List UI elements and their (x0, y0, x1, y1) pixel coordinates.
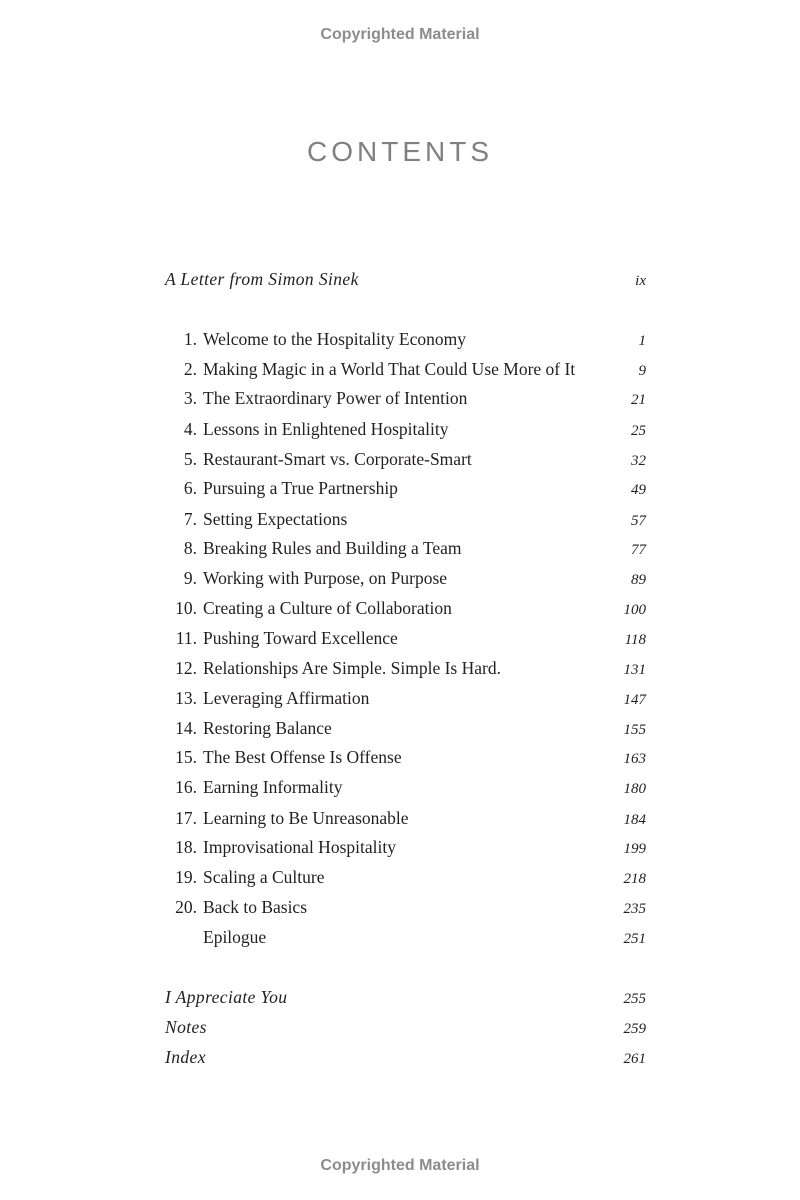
toc-chapter-entry (165, 835, 646, 859)
toc-chapter-number: 9. (183, 568, 197, 588)
toc-chapter-number: 15. (175, 747, 197, 767)
toc-entry-page: ix (635, 273, 646, 289)
toc-entry-title: Notes (165, 1017, 207, 1037)
toc-entry-title: Improvisational Hospitality (203, 837, 396, 857)
toc-chapter-entry (165, 596, 646, 620)
toc-chapter-entry (165, 327, 646, 351)
page-title: CONTENTS (307, 136, 493, 167)
toc-chapter-entry (165, 656, 646, 680)
toc-back-matter-entry (165, 985, 646, 1009)
toc-entry-page: 155 (623, 722, 646, 738)
toc-chapter-number: 6. (183, 478, 197, 498)
toc-entry-page: 32 (631, 453, 646, 469)
toc-chapter-entry (165, 566, 646, 590)
toc-entry-title: Scaling a Culture (203, 867, 325, 887)
toc-entry-title: Creating a Culture of Collaboration (203, 598, 452, 618)
toc-chapter-number: 5. (183, 449, 197, 469)
toc-entry-title: Epilogue (203, 927, 267, 947)
toc-chapter-entry (165, 895, 646, 919)
toc-back-matter-entry (165, 1045, 646, 1069)
toc-chapter-number: 3. (183, 388, 197, 408)
toc-chapter-number: 14. (175, 718, 197, 738)
toc-chapter-number: 20. (175, 897, 197, 917)
toc-entry-page: 57 (631, 513, 646, 529)
toc-entry-title: Restoring Balance (203, 718, 332, 738)
toc-entry-page: 235 (623, 901, 646, 917)
toc-entry-page: 25 (631, 423, 646, 439)
toc-chapter-number: 10. (175, 598, 197, 618)
toc-entry-page: 199 (623, 841, 646, 857)
toc-entry-page: 118 (624, 632, 646, 648)
toc-chapter-entry (165, 476, 646, 500)
toc-entry-page: 77 (631, 542, 646, 558)
toc-chapter-entry (165, 536, 646, 560)
toc-entry-page: 251 (623, 931, 646, 947)
toc-entry-page: 21 (631, 392, 646, 408)
toc-entry-title: Restaurant-Smart vs. Corporate-Smart (203, 449, 472, 469)
toc-entry-page: 131 (623, 662, 646, 678)
watermark-bottom: Copyrighted Material (320, 1157, 480, 1174)
toc-chapter-entry (165, 386, 646, 410)
toc-entry-page: 49 (631, 482, 646, 498)
toc-chapter-entry (165, 447, 646, 471)
toc-entry-page: 1 (638, 333, 646, 349)
toc-chapter-entry (165, 626, 646, 650)
toc-chapter-entry (165, 865, 646, 889)
toc-entry-title: The Best Offense Is Offense (203, 747, 402, 767)
toc-entry-title: Working with Purpose, on Purpose (203, 568, 448, 588)
toc-entry-title: Welcome to the Hospitality Economy (203, 329, 466, 349)
toc-entry-page: 180 (623, 781, 646, 797)
toc-entry-title: Setting Expectations (203, 509, 348, 529)
toc-chapter-number: 1. (183, 329, 197, 349)
toc-back-matter-entry (165, 1015, 646, 1039)
toc-chapter-entry (165, 686, 646, 710)
toc-entry-title: I Appreciate You (165, 987, 288, 1007)
toc-chapter-number: 18. (175, 837, 197, 857)
toc-entry-title: Breaking Rules and Building a Team (203, 538, 462, 558)
toc-entry-title: Relationships Are Simple. Simple Is Hard. (203, 658, 501, 678)
toc-entry-title: Making Magic in a World That Could Use More of It (203, 359, 576, 379)
toc-chapter-number: 12. (175, 658, 197, 678)
toc-chapter-entry (165, 806, 646, 830)
toc-entry-page: 218 (623, 871, 646, 887)
toc-entry-title: Learning to Be Unreasonable (203, 808, 409, 828)
toc-entry-page: 259 (623, 1021, 646, 1037)
toc-chapter-number: 19. (175, 867, 197, 887)
toc-entry-title: Index (165, 1047, 206, 1067)
toc-chapter-number: 11. (175, 628, 197, 648)
toc-entry-title: Back to Basics (203, 897, 308, 917)
toc-entry-title: Lessons in Enlightened Hospitality (203, 419, 449, 439)
toc-chapter-number: 4. (183, 419, 197, 439)
toc-front-matter-entry (165, 267, 646, 291)
toc-chapter-number: 8. (183, 538, 197, 558)
toc-entry-title: Earning Informality (203, 777, 343, 797)
toc-chapter-entry (165, 357, 646, 381)
toc-chapter-number: 7. (183, 509, 197, 529)
toc-chapter-entry (165, 716, 646, 740)
toc-chapter-number: 2. (183, 359, 197, 379)
toc-entry-page: 89 (631, 572, 646, 588)
toc-entry-page: 163 (623, 751, 646, 767)
toc-entry-page: 147 (623, 692, 646, 708)
toc-entry-page: 261 (623, 1051, 646, 1067)
toc-entry-title: Leveraging Affirmation (203, 688, 370, 708)
toc-chapter-entry (165, 775, 646, 799)
toc-entry-title: Pushing Toward Excellence (203, 628, 398, 648)
toc-chapter-number: 16. (175, 777, 197, 797)
toc-chapter-entry (165, 507, 646, 531)
toc-entry-title: Pursuing a True Partnership (203, 478, 398, 498)
toc-entry-title: A Letter from Simon Sinek (165, 269, 359, 289)
toc-entry-page: 255 (623, 991, 646, 1007)
toc-chapter-number: 17. (175, 808, 197, 828)
toc-chapter-entry (165, 417, 646, 441)
toc-chapter-entry (165, 745, 646, 769)
toc-chapter-number: 13. (175, 688, 197, 708)
toc-epilogue-entry (165, 925, 646, 949)
toc-entry-page: 9 (638, 363, 646, 379)
toc-entry-title: The Extraordinary Power of Intention (203, 388, 468, 408)
watermark-top: Copyrighted Material (320, 26, 480, 43)
toc-entry-page: 100 (623, 602, 646, 618)
toc-entry-page: 184 (623, 812, 646, 828)
